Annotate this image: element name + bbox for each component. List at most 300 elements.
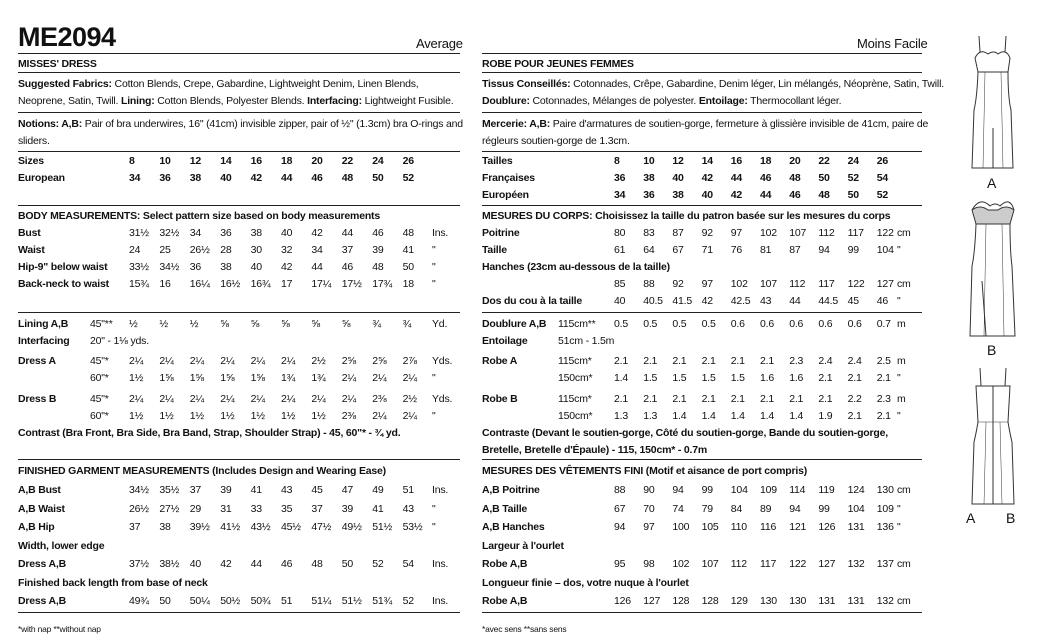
francaise-cell: 38 <box>643 172 655 184</box>
row-label: A,B Hip <box>18 521 55 533</box>
cell-value: 94 <box>672 484 684 496</box>
cell-value: 71 <box>701 244 713 256</box>
cell-value: 34½ <box>129 484 149 496</box>
cell-value: 33 <box>250 502 262 515</box>
cell-value: 0.5 <box>643 318 658 330</box>
francaise-cell: 42 <box>701 172 713 184</box>
cell-value: 1.9 <box>818 410 833 422</box>
cell-value: 127 <box>643 595 661 607</box>
cell-value: 131 <box>818 595 836 607</box>
cell-value: ⅝ <box>311 318 320 330</box>
cell-value: 46 <box>372 227 384 239</box>
cell-value: ¾ <box>372 318 381 330</box>
europeen-cell: 46 <box>789 189 801 201</box>
cell-value: 2¼ <box>281 393 296 405</box>
difficulty-fr: Moins Facile <box>857 36 928 51</box>
european-cell: 50 <box>372 172 384 184</box>
cell-unit: Ins. <box>432 227 449 239</box>
cell-value: 35 <box>281 502 293 515</box>
fabric-width: 150cm* <box>558 410 593 422</box>
cell-value: 42.5 <box>730 295 751 307</box>
cell-value: 25 <box>159 244 171 256</box>
cell-value: 2.4 <box>818 355 833 367</box>
cell-value: 2.5 <box>876 355 891 367</box>
cell-value: 117 <box>760 558 777 570</box>
cell-value: 114 <box>789 484 806 496</box>
fabric-width: 115cm* <box>558 393 592 405</box>
row-label: Waist <box>18 244 45 256</box>
cell-value: 2.1 <box>730 393 745 405</box>
european-cell: 40 <box>220 172 232 184</box>
footnote-fr: *avec sens **sans sens <box>482 624 567 634</box>
cell-value: 1⅝ <box>189 372 204 384</box>
size-cell: 16 <box>250 155 262 167</box>
cell-value: 121 <box>789 521 807 533</box>
notions-line-2: sliders. <box>18 135 50 147</box>
europeen-cell: 44 <box>760 189 772 201</box>
cell-value: 100 <box>672 521 690 533</box>
europeen-cell: 38 <box>672 189 684 201</box>
cell-value: 1.6 <box>760 372 774 384</box>
cell-value: 131 <box>847 595 865 607</box>
fabric-width: 45"** <box>90 318 113 330</box>
cell-value: 32½ <box>159 227 180 239</box>
cell-value: 92 <box>672 278 684 290</box>
cell-value: 43 <box>760 295 772 307</box>
cell-value: 128 <box>701 595 719 607</box>
cell-value: 102 <box>760 227 777 239</box>
cell-value: 2¼ <box>372 372 387 384</box>
cell-value: 31 <box>220 502 232 515</box>
mesures-vetements-header: MESURES DES VÊTEMENTS FINI (Motif et aisance de port compris) <box>482 465 808 477</box>
cell-unit: " <box>897 410 901 422</box>
cell-value: 38 <box>220 261 232 273</box>
cell-unit: Yd. <box>432 318 448 330</box>
fabric-width: 115cm* <box>558 355 592 367</box>
back-view-b-label: B <box>1006 510 1016 526</box>
cell-unit: cm <box>897 484 911 496</box>
row-label: Finished back length from base of neck <box>18 576 208 589</box>
row-label: A,B Waist <box>18 502 65 515</box>
cell-value: 0.6 <box>818 318 833 330</box>
cell-value: 95 <box>614 558 626 570</box>
cell-value: 51½ <box>341 595 362 607</box>
cell-value: 2.4 <box>847 355 862 367</box>
cell-value: 50 <box>341 558 354 570</box>
cell-value: 50½ <box>220 595 241 607</box>
cell-value: 39½ <box>189 521 210 533</box>
cell-value: 1½ <box>129 410 144 422</box>
cell-value: 42 <box>220 558 232 570</box>
cell-value: 36 <box>220 227 232 239</box>
cell-value: 97 <box>643 521 655 533</box>
cell-value: ¾ <box>402 318 412 330</box>
cell-value: 26½ <box>189 244 210 256</box>
cell-value: 2.1 <box>614 393 628 405</box>
size-cell: 20 <box>311 155 323 167</box>
cell-value: 1¾ <box>281 372 296 384</box>
taille-cell: 16 <box>730 155 743 167</box>
cell-value: 0.6 <box>760 318 774 330</box>
cell-value: 47½ <box>311 521 332 533</box>
cell-value: 1½ <box>220 410 235 422</box>
cell-value: 2.1 <box>760 393 774 405</box>
cell-value: 43½ <box>250 521 271 533</box>
cell-value: 2¼ <box>402 410 417 422</box>
cell-value: 0.6 <box>730 318 745 330</box>
cell-value: 40 <box>281 227 293 239</box>
cell-value: 52 <box>402 595 414 607</box>
francaise-cell: 36 <box>614 172 626 184</box>
cell-value: 0.5 <box>701 318 716 330</box>
european-cell: 38 <box>189 172 202 184</box>
cell-value: 107 <box>789 227 807 239</box>
cell-value: 27½ <box>159 502 180 515</box>
cell-value: 70 <box>643 502 655 515</box>
cell-value: ½ <box>159 318 168 330</box>
cell-value: ⅝ <box>281 318 290 330</box>
cell-value: 39 <box>341 502 354 515</box>
size-cell: 14 <box>220 155 232 167</box>
cell-value: 2¼ <box>129 355 144 367</box>
cell-value: 28 <box>220 244 232 256</box>
cell-value: 17¼ <box>311 278 332 290</box>
cell-value: ½ <box>189 318 199 330</box>
cell-value: 37 <box>341 244 354 256</box>
cell-value: 122 <box>876 227 894 239</box>
row-label: Width, lower edge <box>18 539 105 552</box>
row-label: Robe A <box>482 355 518 367</box>
garment-sketches <box>950 28 1050 528</box>
cell-value: 1.4 <box>701 410 716 422</box>
cell-value: 2¼ <box>250 393 265 405</box>
back-view-a-label: A <box>966 510 976 526</box>
cell-value: 50 <box>402 261 414 273</box>
fabric-width: 51cm - 1.5m <box>558 335 615 347</box>
row-label: A,B Poitrine <box>482 484 540 496</box>
cell-value: 130 <box>876 484 894 496</box>
cell-value: 127 <box>876 278 894 290</box>
cell-value: 2.1 <box>847 372 862 384</box>
row-label: Dress A,B <box>18 558 66 570</box>
cell-value: 2.1 <box>876 372 891 384</box>
fabric-width: 150cm* <box>558 372 593 384</box>
cell-value: 126 <box>614 595 631 607</box>
cell-value: 48 <box>372 261 384 273</box>
cell-value: 36 <box>189 261 202 273</box>
cell-value: 2¼ <box>311 393 326 405</box>
cell-value: 119 <box>818 484 835 496</box>
cell-unit: cm <box>897 558 911 570</box>
cell-value: 35½ <box>159 484 180 496</box>
row-label: Interfacing <box>18 335 70 347</box>
row-label: Dress B <box>18 393 57 405</box>
size-cell: 24 <box>372 155 384 167</box>
cell-value: 122 <box>789 558 807 570</box>
row-label: Dos du cou à la taille <box>482 295 583 307</box>
row-label: Hip-9" below waist <box>18 261 108 273</box>
cell-value: 41 <box>372 502 384 515</box>
size-cell: 18 <box>281 155 293 167</box>
sizes-label: Sizes <box>18 155 44 167</box>
cell-value: 1.5 <box>672 372 687 384</box>
european-cell: 44 <box>281 172 293 184</box>
cell-value: 34 <box>189 227 202 239</box>
cell-value: 16¾ <box>250 278 271 290</box>
cell-value: 102 <box>730 278 748 290</box>
taille-cell: 10 <box>643 155 655 167</box>
taille-cell: 18 <box>760 155 772 167</box>
cell-value: 2.1 <box>730 355 745 367</box>
cell-value: 41 <box>250 484 262 496</box>
cell-value: 17½ <box>341 278 362 290</box>
cell-value: 87 <box>789 244 801 256</box>
cell-unit: " <box>897 502 901 515</box>
cell-unit: m <box>897 393 906 405</box>
francaise-cell: 40 <box>672 172 684 184</box>
size-cell: 8 <box>129 155 135 167</box>
cell-value: 2.1 <box>760 355 774 367</box>
cell-value: 109 <box>760 484 777 496</box>
fabrics-line-1: Suggested Fabrics: Cotton Blends, Crepe, Gabardine, Lightweight Denim, Linen Blends, <box>18 78 419 90</box>
cell-unit: Yds. <box>432 393 453 405</box>
cell-value: 2¼ <box>250 355 265 367</box>
cell-value: 37 <box>311 502 323 515</box>
cell-value: 2¼ <box>220 393 235 405</box>
cell-value: 2.1 <box>672 355 687 367</box>
cell-value: 131 <box>847 521 865 533</box>
europeen-cell: 48 <box>818 189 830 201</box>
cell-value: 2¼ <box>402 372 417 384</box>
view-b-sketch <box>970 202 1015 336</box>
cell-value: 2⅜ <box>341 410 356 422</box>
francaises-label: Françaises <box>482 172 535 184</box>
cell-value: 74 <box>672 502 684 515</box>
cell-value: 49¾ <box>129 595 149 607</box>
cell-value: 0.6 <box>789 318 804 330</box>
cell-value: 1.3 <box>614 410 628 422</box>
cell-value: 37 <box>189 484 202 496</box>
view-b-label: B <box>987 342 997 358</box>
cell-unit: cm <box>897 278 911 290</box>
cell-value: 50¾ <box>250 595 271 607</box>
back-view-sketch <box>972 368 1014 504</box>
cell-value: 1.4 <box>614 372 628 384</box>
body-measurements-header: BODY MEASUREMENTS: Select pattern size based on body measurements <box>18 210 380 222</box>
european-cell: 46 <box>311 172 323 184</box>
section-title-fr: ROBE POUR JEUNES FEMMES <box>482 58 634 70</box>
cell-value: 2¼ <box>341 393 356 405</box>
cell-value: 51¾ <box>372 595 393 607</box>
cell-unit: " <box>897 372 901 384</box>
cell-value: 30 <box>250 244 262 256</box>
cell-value: 1½ <box>189 410 204 422</box>
row-label: A,B Taille <box>482 502 528 515</box>
cell-value: 1.4 <box>789 410 804 422</box>
cell-value: 47 <box>341 484 354 496</box>
cell-value: 39 <box>220 484 232 496</box>
cell-unit: " <box>432 244 436 256</box>
cell-value: ⅝ <box>220 318 229 330</box>
cell-unit: cm <box>897 227 911 239</box>
row-label: Robe A,B <box>482 558 528 570</box>
cell-value: 1.5 <box>701 372 716 384</box>
cell-value: 98 <box>643 558 655 570</box>
cell-value: 37½ <box>129 558 149 570</box>
cell-value: 112 <box>730 558 747 570</box>
cell-value: 2.1 <box>701 393 716 405</box>
cell-value: 1½ <box>159 410 174 422</box>
cell-value: ⅝ <box>341 318 351 330</box>
cell-unit: " <box>897 521 901 533</box>
cell-value: 129 <box>730 595 748 607</box>
cell-value: 33½ <box>129 261 149 273</box>
cell-value: 2½ <box>311 355 326 367</box>
cell-value: 38 <box>159 521 171 533</box>
cell-value: 88 <box>643 278 655 290</box>
cell-value: 46 <box>876 295 889 307</box>
cell-value: 85 <box>614 278 626 290</box>
fabric-width: 20" - 1⅛ yds. <box>90 335 149 347</box>
cell-value: 42 <box>701 295 713 307</box>
cell-value: 127 <box>818 558 836 570</box>
cell-value: 48 <box>311 558 323 570</box>
cell-value: 99 <box>818 502 830 515</box>
cell-value: 107 <box>760 278 777 290</box>
cell-value: 99 <box>701 484 713 496</box>
cell-value: 102 <box>672 558 690 570</box>
cell-value: 1.4 <box>760 410 774 422</box>
row-label: Entoilage <box>482 335 528 347</box>
row-label: Lining A,B <box>18 318 69 330</box>
cell-value: 51¼ <box>311 595 332 607</box>
cell-value: 64 <box>643 244 655 256</box>
cell-value: 41 <box>402 244 414 256</box>
cell-value: 53½ <box>402 521 423 533</box>
cell-value: 110 <box>730 521 747 533</box>
cell-value: 44.5 <box>818 295 839 307</box>
cell-value: 0.7 <box>876 318 891 330</box>
francaise-cell: 52 <box>847 172 859 184</box>
row-label: Longueur finie – dos, votre nuque à l'ourlet <box>482 576 689 589</box>
cell-value: 0.6 <box>847 318 862 330</box>
cell-value: 17¾ <box>372 278 393 290</box>
cell-value: 2¼ <box>372 410 387 422</box>
cell-value: 2.1 <box>672 393 687 405</box>
cell-value: 112 <box>818 227 835 239</box>
cell-value: 2¼ <box>189 355 204 367</box>
cell-value: 45 <box>311 484 323 496</box>
cell-value: 45 <box>847 295 859 307</box>
row-label: Robe A,B <box>482 595 528 607</box>
contrast-line: Contrast (Bra Front, Bra Side, Bra Band, Strap, Shoulder Strap) - 45, 60"* - ¾ yd. <box>18 427 401 439</box>
european-cell: 36 <box>159 172 171 184</box>
cell-value: 2¼ <box>159 393 174 405</box>
row-label: Taille <box>482 244 507 256</box>
taille-cell: 20 <box>789 155 801 167</box>
cell-value: 1½ <box>281 410 296 422</box>
cell-value: 1¾ <box>311 372 326 384</box>
cell-value: 1⅝ <box>250 372 265 384</box>
cell-value: 130 <box>760 595 777 607</box>
cell-value: 1½ <box>311 410 326 422</box>
cell-value: 16¼ <box>189 278 210 290</box>
cell-value: 1.5 <box>643 372 658 384</box>
cell-value: 38 <box>250 227 262 239</box>
notions-line-1: Notions: A,B: Pair of bra underwires, 16" (41cm) invisible zipper, pair of ½" (1.3cm) bra O-rings and <box>18 118 463 130</box>
cell-value: 44 <box>341 227 354 239</box>
fabrics-line-2: Neoprene, Satin, Twill. Lining: Cotton Blends, Polyester Blends. Interfacing: Lightweight Fusible. <box>18 95 454 107</box>
cell-value: 2¼ <box>281 355 296 367</box>
cell-value: 1.4 <box>730 410 745 422</box>
cell-value: 2¼ <box>159 355 174 367</box>
cell-value: 44 <box>789 295 801 307</box>
cell-value: 46 <box>341 261 354 273</box>
cell-value: 2¼ <box>341 372 356 384</box>
cell-value: 104 <box>847 502 865 515</box>
cell-value: 1⅝ <box>159 372 174 384</box>
taille-cell: 22 <box>818 155 830 167</box>
cell-value: 2.1 <box>818 393 833 405</box>
cell-value: 1.4 <box>672 410 687 422</box>
cell-value: 46 <box>281 558 293 570</box>
cell-value: 92 <box>701 227 713 239</box>
mercerie-line-1: Mercerie: A,B: Paire d'armatures de soutien-gorge, fermeture à glissière invisible de 41cm, paire de <box>482 118 929 130</box>
europeen-cell: 40 <box>701 189 713 201</box>
doublure-line: Doublure: Cotonnades, Mélanges de polyester. Entoilage: Thermocollant léger. <box>482 95 842 107</box>
footnote-en: *with nap **without nap <box>18 624 101 634</box>
cell-value: 26½ <box>129 502 149 515</box>
francaise-cell: 48 <box>789 172 801 184</box>
cell-value: 44 <box>250 558 262 570</box>
cell-value: 61 <box>614 244 626 256</box>
cell-value: 105 <box>701 521 719 533</box>
cell-value: 90 <box>643 484 655 496</box>
cell-value: 94 <box>789 502 801 515</box>
cell-value: 1.5 <box>730 372 745 384</box>
cell-value: 31½ <box>129 227 149 239</box>
cell-unit: " <box>432 261 436 273</box>
cell-value: 32 <box>281 244 293 256</box>
cell-value: 42 <box>311 227 323 239</box>
size-cell: 10 <box>159 155 171 167</box>
cell-value: 107 <box>701 558 719 570</box>
cell-value: 1½ <box>250 410 265 422</box>
cell-value: 2⅜ <box>372 393 387 405</box>
cell-value: 54 <box>402 558 414 570</box>
cell-value: 81 <box>760 244 772 256</box>
pattern-number: ME2094 <box>18 22 116 52</box>
cell-value: 41.5 <box>672 295 693 307</box>
fabric-width: 60"* <box>90 372 109 384</box>
cell-value: 16 <box>159 278 171 290</box>
cell-value: 2.1 <box>643 355 658 367</box>
francaise-cell: 50 <box>818 172 830 184</box>
cell-value: 130 <box>789 595 807 607</box>
francaise-cell: 44 <box>730 172 743 184</box>
cell-value: 104 <box>876 244 894 256</box>
cell-value: ⅝ <box>250 318 260 330</box>
cell-value: 2½ <box>402 393 417 405</box>
view-a-label: A <box>987 175 997 191</box>
cell-value: 94 <box>614 521 626 533</box>
cell-value: ½ <box>129 318 138 330</box>
size-cell: 12 <box>189 155 202 167</box>
european-label: European <box>18 172 65 184</box>
cell-value: 0.5 <box>614 318 628 330</box>
francaise-cell: 54 <box>876 172 889 184</box>
cell-value: 2¼ <box>189 393 204 405</box>
